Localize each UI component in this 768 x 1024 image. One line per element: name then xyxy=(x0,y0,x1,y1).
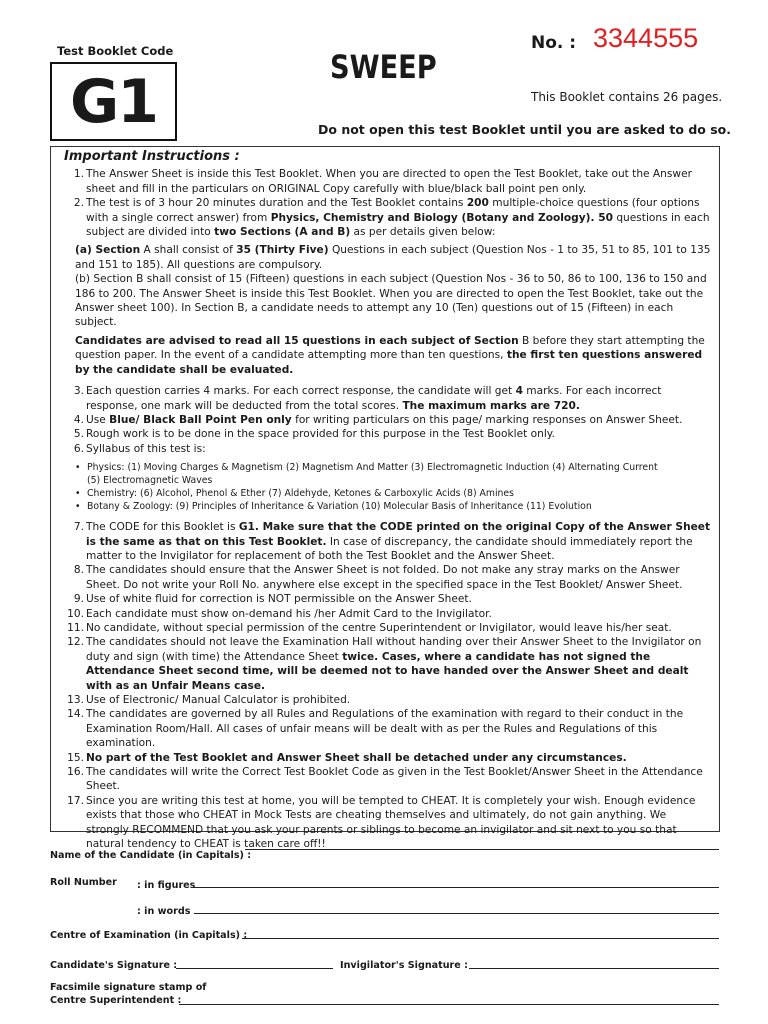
instruction-11: 11. No candidate, without special permission of the centre Superintendent or Invigilator, would leave his/her seat. xyxy=(67,621,672,634)
stamp-label-line-1: Facsimile signature stamp of xyxy=(50,982,207,993)
stamp-line[interactable] xyxy=(179,1004,719,1005)
roll-figures-line[interactable] xyxy=(194,887,719,888)
centre-line[interactable] xyxy=(242,938,719,939)
roll-number-label: Roll Number xyxy=(50,877,117,888)
instruction-16: 16. The candidates will write the Correct Test Booklet Code as given in the Test Booklet/Answer Sheet in the Attendance Sheet. xyxy=(67,766,703,793)
section-b-details: (b) Section B shall consist of 15 (Fifteen) questions in each subject (Question Nos - 36 to 50, 86 to 100, 136 to 150 and 186 to 200. The Answer Sheet is inside this Test Booklet. When you are directed to open the Test Booklet, take out the Answer sheet 100). In Section B, a candidate needs to attempt any 10 (Ten) questions out of 15 (Fifteen) in each subject. xyxy=(75,273,707,329)
centre-label: Centre of Examination (in Capitals) : xyxy=(50,930,248,941)
candidate-signature-line[interactable] xyxy=(176,968,333,969)
booklet-number-value: 3344555 xyxy=(593,23,699,53)
instruction-14: 14. The candidates are governed by all Rules and Regulations of the examination with regard to their conduct in the Examination Room/Hall. All cases of unfair means will be dealt with as per the Rules and Regulations of this examination. xyxy=(67,708,684,750)
instruction-15: 15. No part of the Test Booklet and Answer Sheet shall be detached under any circumstances. xyxy=(67,751,627,764)
instruction-4: 4. Use Blue/ Black Ball Point Pen only for writing particulars on this page/ marking responses on Answer Sheet. xyxy=(73,413,683,426)
instruction-1: 1. The Answer Sheet is inside this Test Booklet. When you are directed to open the Test Booklet, take out the Answer sheet and fill in the particulars on ORIGINAL Copy carefully with blue/black ball point pen only. xyxy=(73,168,692,195)
instructions-box xyxy=(50,146,720,851)
instruction-13: 13. Use of Electronic/ Manual Calculator is prohibited. xyxy=(67,694,351,706)
stamp-label-line-2: Centre Superintendent : xyxy=(50,995,182,1006)
instruction-12: 12. The candidates should not leave the Examination Hall without handing over their Answer Sheet to the Invigilator on duty and sign (with time) the Attendance Sheet twice. Cases, where a candidate has not signed the Attendance Sheet second time, will be deemed not to have handed over the Answer Sheet and dealt with as an Unfair Means case. xyxy=(67,636,702,692)
instruction-3: 3. Each question carries 4 marks. For each correct response, the candidate will get 4 marks. For each incorrect response, one mark will be deducted from the total scores. The maximum marks are 720. xyxy=(73,385,662,412)
syllabus-item-physics: • Physics: (1) Moving Charges & Magnetism (2) Magnetism And Matter (3) Electromagnetic Induction (4) Alternating Current (5) Electromagnetic Waves xyxy=(75,462,658,487)
instruction-7: 7. The CODE for this Booklet is G1. Make sure that the CODE printed on the original Copy of the Answer Sheet is the same as that on this Test Booklet. In case of discrepancy, the candidate should immediately report the matter to the Invigilator for replacement of both the Test Booklet and the Answer Sheet. xyxy=(73,521,711,562)
test-title: SWEEP xyxy=(330,48,437,86)
instruction-9: 9. Use of white fluid for correction is NOT permissible on the Answer Sheet. xyxy=(73,593,472,606)
instruction-6: 6. Syllabus of this test is: xyxy=(73,442,206,455)
section-a-details: (a) Section A shall consist of 35 (Thirty Five) Questions in each subject (Question Nos - 1 to 35, 51 to 85, 101 to 135 and 151 to 185). All questions are compulsory. xyxy=(75,244,711,271)
page-count-note: This Booklet contains 26 pages. xyxy=(531,90,723,104)
candidate-name-line[interactable] xyxy=(245,849,719,850)
instruction-2: 2. The test is of 3 hour 20 minutes duration and the Test Booklet contains 200 multiple-choice questions (four options with a single correct answer) from Physics, Chemistry and Biology (Botany and Zoology). 50 questions in each subject are divided into two Sections (A and B) as per details given below: xyxy=(73,197,710,239)
instructions-title: Important Instructions : xyxy=(64,149,240,164)
test-booklet-code-value: G1 xyxy=(70,66,157,137)
invigilator-signature-line[interactable] xyxy=(469,968,719,969)
instruction-5: 5. Rough work is to be done in the space provided for this purpose in the Test Booklet only. xyxy=(73,428,555,441)
roll-words-label: : in words xyxy=(137,906,191,917)
test-booklet-code-box xyxy=(50,62,177,141)
section-b-advice: Candidates are advised to read all 15 questions in each subject of Section B before they start attempting the question paper. In the event of a candidate attempting more than ten questions, the first ten questions answered by the candidate shall be evaluated. xyxy=(75,334,705,376)
booklet-number-label: No. : xyxy=(531,33,577,53)
candidate-name-label: Name of the Candidate (in Capitals) : xyxy=(50,850,252,861)
test-booklet-code-label: Test Booklet Code xyxy=(57,44,174,58)
syllabus-item-chemistry: • Chemistry: (6) Alcohol, Phenol & Ether (7) Aldehyde, Ketones & Carboxylic Acids (8) Amines xyxy=(75,488,514,500)
roll-figures-label: : in figures xyxy=(137,880,196,891)
instruction-8: 8. The candidates should ensure that the Answer Sheet is not folded. Do not make any stray marks on the Answer Sheet. Do not write your Roll No. anywhere else except in the specified space in the Test Booklet/ Answer Sheet. xyxy=(73,564,683,591)
roll-words-line[interactable] xyxy=(194,913,719,914)
instruction-10: 10. Each candidate must show on-demand his /her Admit Card to the Invigilator. xyxy=(67,607,492,620)
instruction-17: 17. Since you are writing this test at home, you will be tempted to CHEAT. It is completely your wish. Enough evidence exists that those who CHEAT in Mock Tests are cheating themselves and ultimately, do not gain anything. We strongly RECOMMEND that you ask your parents or siblings to become an invigilator and sit next to you so that natural tendency to CHEAT is taken care off!! xyxy=(67,794,696,851)
do-not-open-warning: Do not open this test Booklet until you are asked to do so. xyxy=(318,122,731,137)
candidate-signature-label: Candidate's Signature : xyxy=(50,960,178,971)
syllabus-item-biology: • Botany & Zoology: (9) Principles of Inheritance & Variation (10) Molecular Basis of Inheritance (11) Evolution xyxy=(75,501,592,513)
syllabus-list xyxy=(61,461,711,513)
invigilator-signature-label: Invigilator's Signature : xyxy=(340,960,468,971)
